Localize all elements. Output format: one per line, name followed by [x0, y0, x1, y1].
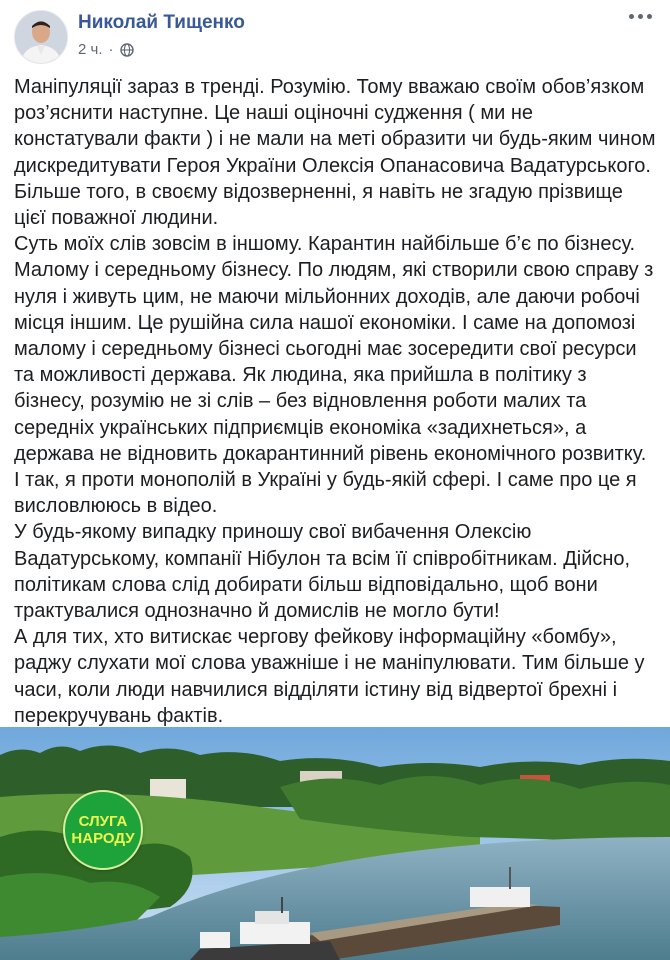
meta-separator: · — [108, 41, 114, 58]
post-paragraph: У будь-якому випадку приношу свої вибачення Олексію Вадатурському, компанії Нібулон та всім її співробітникам. Дійсно, політикам слова слід добирати більш відповідально, щоб вони трактувалися однозначно й домислів не могло бути! — [14, 521, 631, 623]
badge-line-2: НАРОДУ — [71, 830, 135, 847]
post-meta — [78, 41, 134, 58]
author-name[interactable]: Николай Тищенко — [78, 12, 245, 33]
post-header — [0, 0, 670, 64]
post-time[interactable]: 2 ч. — [78, 41, 103, 58]
globe-icon[interactable] — [120, 43, 134, 57]
post-paragraph: І так, я проти монополій в Україні у будь-якій сфері. І саме про це я висловлююсь в відео. — [14, 469, 637, 518]
avatar-photo — [15, 11, 67, 63]
post-paragraph: А для тих, хто витискає чергову фейкову інформаційну «бомбу», раджу слухати мої слова уважніше і не маніпулювати. Тим більше у часи, коли люди навчилися відділяти істину від відвертої брехні і перекручувань фактів. — [14, 626, 645, 727]
post-paragraph: Маніпуляції зараз в тренді. Розумію. Тому вважаю своїм обов’язком роз’яснити наступне. Це наші оціночні судження ( ми не констатували факти ) і не мали на меті образити чи будь-яким чином дискредитувати Героя України Олексія Опанасовича Вадатурського. Більше того, в своєму відозверненні, я навіть не згадую прізвище цієї поважної людини. — [14, 76, 656, 230]
author-avatar[interactable] — [14, 10, 68, 64]
party-logo-badge — [63, 790, 143, 870]
post-paragraph: Суть моїх слів зовсім в іншому. Карантин найбільше б’є по бізнесу. Малому і середньому бізнесу. По людям, які створили свою справу з нуля і живуть цим, не маючи мільйонних доходів, але даючи робочі місця іншим. Це рушійна сила нашої економіки. І саме на допомозі малому і середньому бізнесі сьогодні має зосередити свої ресурси та можливості держава. Як людина, яка прийшла в політику з бізнесу, розумію не зі слів – без відновлення роботи малих та середніх українських підприємців економіка «задихнеться», а держава не відновить докарантинний рівень економічного розвитку. — [14, 233, 654, 465]
post-text — [14, 74, 660, 729]
badge-line-1: СЛУГА — [78, 813, 128, 830]
more-icon[interactable] — [629, 14, 652, 19]
